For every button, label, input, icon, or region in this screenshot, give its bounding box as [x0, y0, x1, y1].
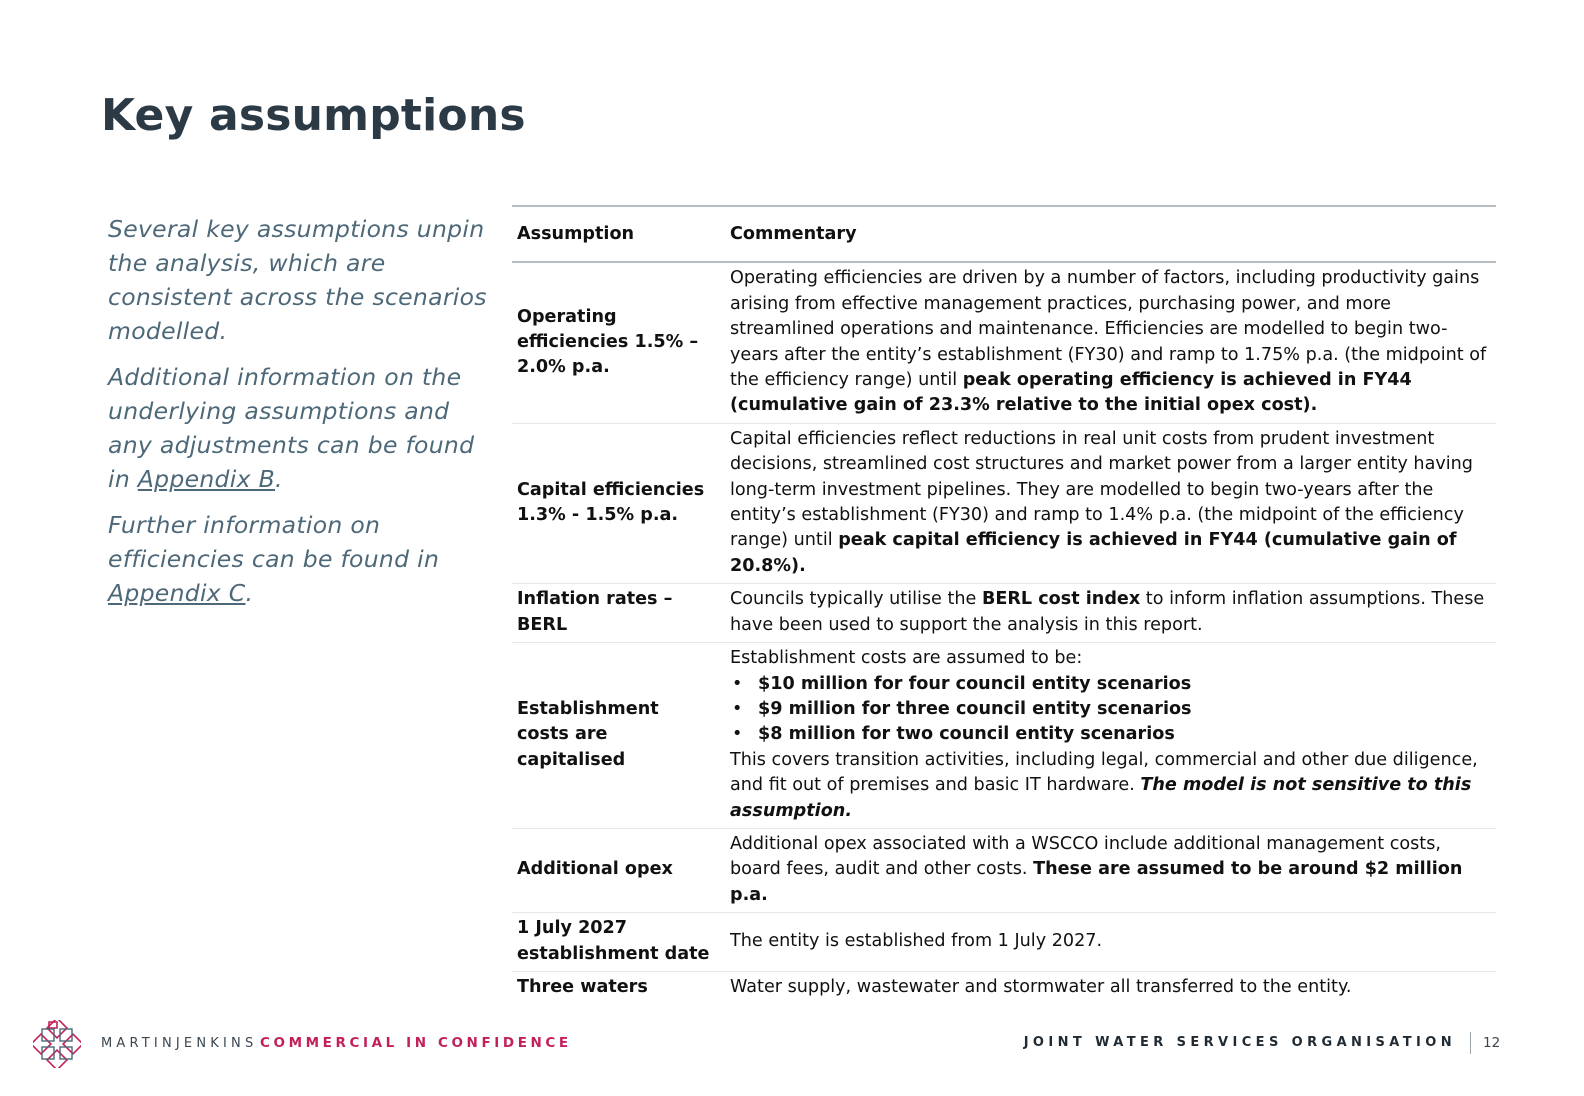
table-row [512, 913, 1496, 972]
assumption-cell: 1 July 2027 establishment date [512, 913, 720, 972]
assumptions-table [512, 205, 1496, 1004]
commentary-cell: The entity is established from 1 July 2027. [720, 913, 1496, 972]
commentary-cell: Operating efficiencies are driven by a number of factors, including productivity gains arising from effective management practices, purchasing power, and more streamlined operations and maintenance. Efficiencies are modelled to begin two-years after the entity’s establishment (FY30) and ramp to 1.75% p.a. (the midpoint of the efficiency range) until peak operating efficiency is achieved in FY44 (cumulative gain of 23.3% relative to the initial opex cost). [720, 262, 1496, 423]
commentary-cell: Water supply, wastewater and stormwater all transferred to the entity. [730, 976, 1352, 997]
commentary-cell: Capital efficiencies reflect reductions in real unit costs from prudent investment decisions, streamlined cost structures and market power from a larger entity having long-term investment pipelines. They are modelled to begin two-years after the entity’s establishment (FY30) and ramp to 1.4% p.a. (the midpoint of the efficiency range) until peak capital efficiency is achieved in FY44 (cumulative gain of 20.8%). [720, 423, 1496, 583]
commentary-cell: Councils typically utilise the BERL cost index to inform inflation assumptions. These have been used to support the analysis in this report. [720, 584, 1496, 643]
appendix-b-link[interactable]: Appendix B [137, 465, 276, 493]
footer-divider [1470, 1032, 1471, 1054]
intro-paragraph-3: Further information on efficiencies can be found in Appendix C. [108, 511, 440, 607]
assumption-cell: Additional opex [512, 828, 720, 912]
page-title: Key assumptions [101, 90, 526, 141]
list-item: • $8 million for two council entity scenarios [730, 722, 1491, 747]
table-header-row [512, 206, 1496, 262]
list-item: • $10 million for four council entity scenarios [730, 672, 1491, 697]
organisation-label: JOINT WATER SERVICES ORGANISATION [1023, 1035, 1456, 1050]
header-assumption: Assumption [512, 206, 720, 262]
table-row [512, 584, 1496, 643]
assumption-cell: Inflation rates – BERL [512, 584, 720, 643]
table-row [512, 971, 1496, 1004]
page-number: 12 [1483, 1035, 1501, 1051]
intro-text [108, 212, 493, 622]
assumption-cell: Capital efficiencies 1.3% - 1.5% p.a. [512, 423, 720, 583]
appendix-c-link[interactable]: Appendix C [108, 579, 246, 607]
intro-paragraph-1: Several key assumptions unpin the analysis, which are consistent across the scenarios modelled. [108, 215, 487, 345]
establishment-cost-list [730, 672, 1491, 748]
table-row [512, 643, 1496, 829]
table-row [512, 262, 1496, 423]
intro-paragraph-2: Additional information on the underlying assumptions and any adjustments can be found in Appendix B. [108, 363, 475, 493]
assumption-cell: Operating efficiencies 1.5% – 2.0% p.a. [512, 262, 720, 423]
confidentiality-label: COMMERCIAL IN CONFIDENCE [260, 1035, 572, 1051]
table-row [512, 423, 1496, 583]
brand-name: MARTINJENKINS [101, 1036, 258, 1051]
commentary-cell: Establishment costs are assumed to be: • $10 million for four council entity scenarios • $9 million for three council entity scenarios • $8 million for two council entity scenarios This covers transition activities, including legal, commercial and other due diligence, and fit out of premises and basic IT hardware. The model is not sensitive to this assumption. [720, 643, 1496, 829]
table-row [512, 828, 1496, 912]
martinjenkins-logo-icon [33, 1020, 81, 1068]
commentary-cell: Additional opex associated with a WSCCO include additional management costs, board fees, audit and other costs. These are assumed to be around $2 million p.a. [720, 828, 1496, 912]
assumption-cell: Establishment costs are capitalised [512, 643, 720, 829]
list-item: • $9 million for three council entity scenarios [730, 697, 1491, 722]
assumption-cell: Three waters [517, 976, 648, 997]
header-commentary: Commentary [720, 206, 1496, 262]
